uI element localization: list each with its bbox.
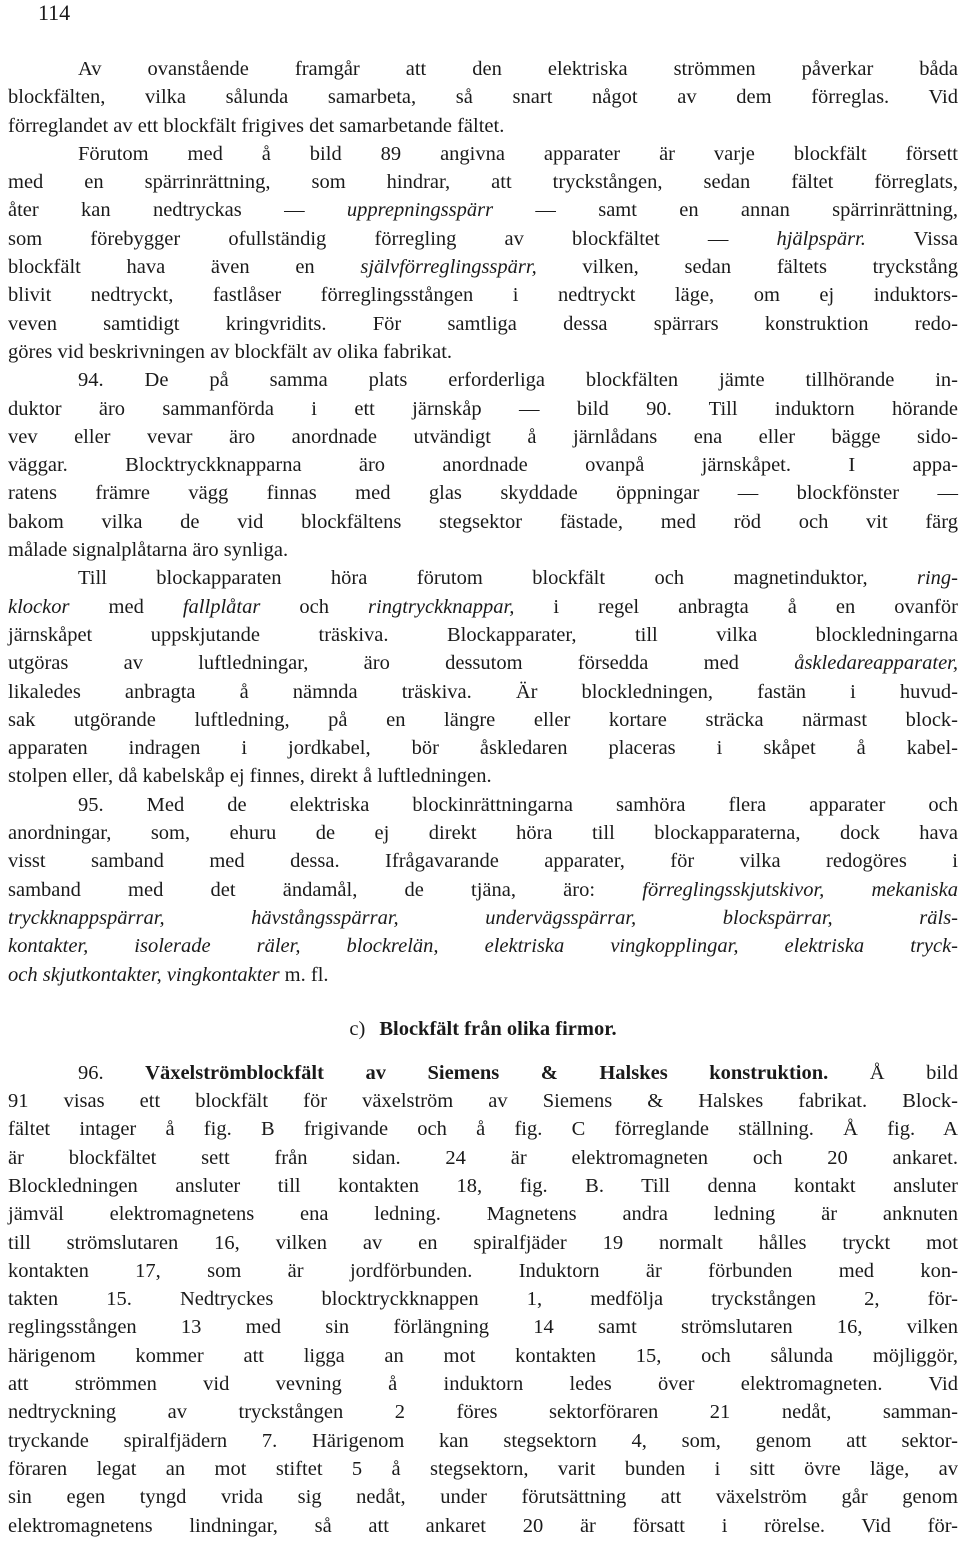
text-line: åter kan nedtryckas — upprepningsspärr — samt en annan spärrinrättning,	[8, 199, 958, 222]
text-line: bakom vilka de vid blockfältens stegsektor fästade, med röd och vit färg	[8, 510, 958, 533]
text-line: nedtryckning av tryckstången 2 föres sektorföraren 21 nedåt, samman-	[8, 1401, 958, 1424]
text-line: Blockledningen ansluter till kontakten 18, fig. B. Till denna kontakt ansluter	[8, 1174, 958, 1197]
body-text	[8, 55, 958, 1540]
page-number: 114	[38, 0, 71, 25]
text-line: Förutom med å bild 89 angivna apparater är varje blockfält försett	[78, 142, 958, 165]
text-line: elektromagnetens lindningar, så att ankaret 20 är försatt i rörelse. Vid för-	[8, 1514, 958, 1537]
text-line: visst samband med dessa. Ifrågavarande apparater, för vilka redogöres i	[8, 850, 958, 873]
text-line: 96. Växelströmblockfält av Siemens & Halskes konstruktion. Å bild	[78, 1061, 959, 1084]
text-line: klockor med fallplåtar och ringtryckknappar, i regel anbragta å en ovanför	[8, 595, 959, 618]
text-line: som förebygger ofullständig förregling av blockfältet — hjälpspärr. Vissa	[8, 227, 958, 250]
text-line: föraren legat an mot stiftet 5 å stegsektorn, varit bunden i sitt övre läge, av	[8, 1457, 958, 1480]
text-line: 91 visas ett blockfält för växelström av Siemens & Halskes fabrikat. Block-	[8, 1090, 958, 1113]
text-line: tryckknappspärrar, hävstångsspärrar, undervägsspärrar, blockspärrar, räls-	[8, 906, 958, 929]
text-line: likaledes anbragta å nämnda träskiva. Är blockledningen, fastän i huvud-	[8, 680, 958, 703]
text-line: ratens främre vägg finnas med glas skyddade öppningar — blockfönster —	[8, 482, 958, 505]
text-line: utgöras av luftledningar, äro dessutom försedda med åskledareapparater,	[8, 652, 958, 675]
section-heading-label: c)	[349, 1017, 366, 1040]
text-line: väggar. Blocktryckknapparna äro anordnade ovanpå järnskåpet. I appa-	[8, 454, 958, 477]
text-line: anordningar, som, ehuru de ej direkt höra till blockapparaterna, dock hava	[8, 822, 958, 845]
text-line: jämväl elektromagnetens ena ledning. Magnetens andra ledning är anknuten	[8, 1203, 958, 1226]
text-line: 94. De på samma plats erforderliga blockfälten jämte tillhörande in-	[78, 369, 958, 392]
text-line: till strömslutaren 16, vilken av en spiralfjäder 19 normalt hålles tryckt mot	[8, 1231, 958, 1254]
text-line: stolpen eller, då kabelskåp ej finnes, direkt å luftledningen.	[8, 765, 492, 788]
text-line: takten 15. Nedtryckes blocktryckknappen 1, medfölja tryckstången 2, för-	[8, 1288, 958, 1311]
text-line: reglingsstången 13 med sin förlängning 14 samt strömslutaren 16, vilken	[8, 1316, 958, 1339]
text-line: att strömmen vid vevning å induktorn ledes över elektromagneten. Vid	[8, 1373, 958, 1396]
text-line: är blockfältet sett från sidan. 24 är elektromagneten och 20 ankaret.	[8, 1146, 958, 1169]
text-line: veven samtidigt kringvridits. För samtliga dessa spärrars konstruktion redo-	[8, 312, 958, 335]
text-line: 95. Med de elektriska blockinrättningarna samhöra flera apparater och	[78, 793, 958, 816]
text-line: göres vid beskrivningen av blockfält av olika fabrikat.	[8, 340, 453, 363]
text-line: blivit nedtryckt, fastlåser förreglingsstången i nedtryckt läge, om ej induktors-	[8, 284, 958, 307]
text-line: tryckande spiralfjädern 7. Härigenom kan stegsektorn 4, som, genom att sektor-	[8, 1429, 958, 1452]
section-heading-title: Blockfält från olika firmor.	[379, 1017, 617, 1040]
text-line: och skjutkontakter, vingkontakter m. fl.	[8, 963, 329, 986]
text-line: duktor äro sammanförda i ett järnskåp — bild 90. Till induktorn hörande	[8, 397, 958, 420]
text-line: blockfälten, vilka sålunda samarbeta, så snart något av dem förreglas. Vid	[8, 86, 958, 109]
text-line: Av ovanstående framgår att den elektriska strömmen påverkar båda	[78, 58, 958, 80]
text-line: kontakter, isolerade räler, blockrelän, elektriska vingkopplingar, elektriska tryck-	[8, 935, 958, 958]
text-line: sin egen tyngd vrida sig nedåt, under förutsättning att växelström går genom	[8, 1486, 958, 1509]
text-line: med en spärrinrättning, som hindrar, att tryckstången, sedan fältet förreglats,	[8, 171, 958, 194]
text-line: sak utgörande luftledning, på en längre eller kortare sträcka närmast block-	[8, 708, 958, 731]
text-line: målade signalplåtarna äro synliga.	[8, 539, 289, 562]
text-line: Till blockapparaten höra förutom blockfält och magnetinduktor, ring-	[78, 567, 958, 590]
text-line: fältet intager å fig. B frigivande och å fig. C förreglande ställning. Å fig. A	[8, 1118, 958, 1141]
text-line: vev eller vevar äro anordnade utvändigt å järnlådans ena eller bägge sido-	[8, 425, 958, 448]
section-heading	[8, 1009, 958, 1049]
text-line: blockfält hava även en självförreglingsspärr, vilken, sedan fältets tryckstång	[8, 256, 958, 279]
text-line: förreglandet av ett blockfält frigives det samarbetande fältet.	[8, 114, 505, 137]
text-line: kontakten 17, som är jordförbunden. Induktorn är förbunden med kon-	[8, 1259, 958, 1282]
text-line: härigenom kommer att ligga an mot kontakten 15, och sålunda möjliggör,	[8, 1344, 958, 1367]
text-line: apparaten indragen i jordkabel, bör åskledaren placeras i skåpet å kabel-	[8, 737, 958, 760]
text-line: samband med det ändamål, de tjäna, äro: förreglingsskjutskivor, mekaniska	[8, 878, 958, 901]
text-line: järnskåpet uppskjutande träskiva. Blockapparater, till vilka blockledningarna	[8, 623, 958, 646]
